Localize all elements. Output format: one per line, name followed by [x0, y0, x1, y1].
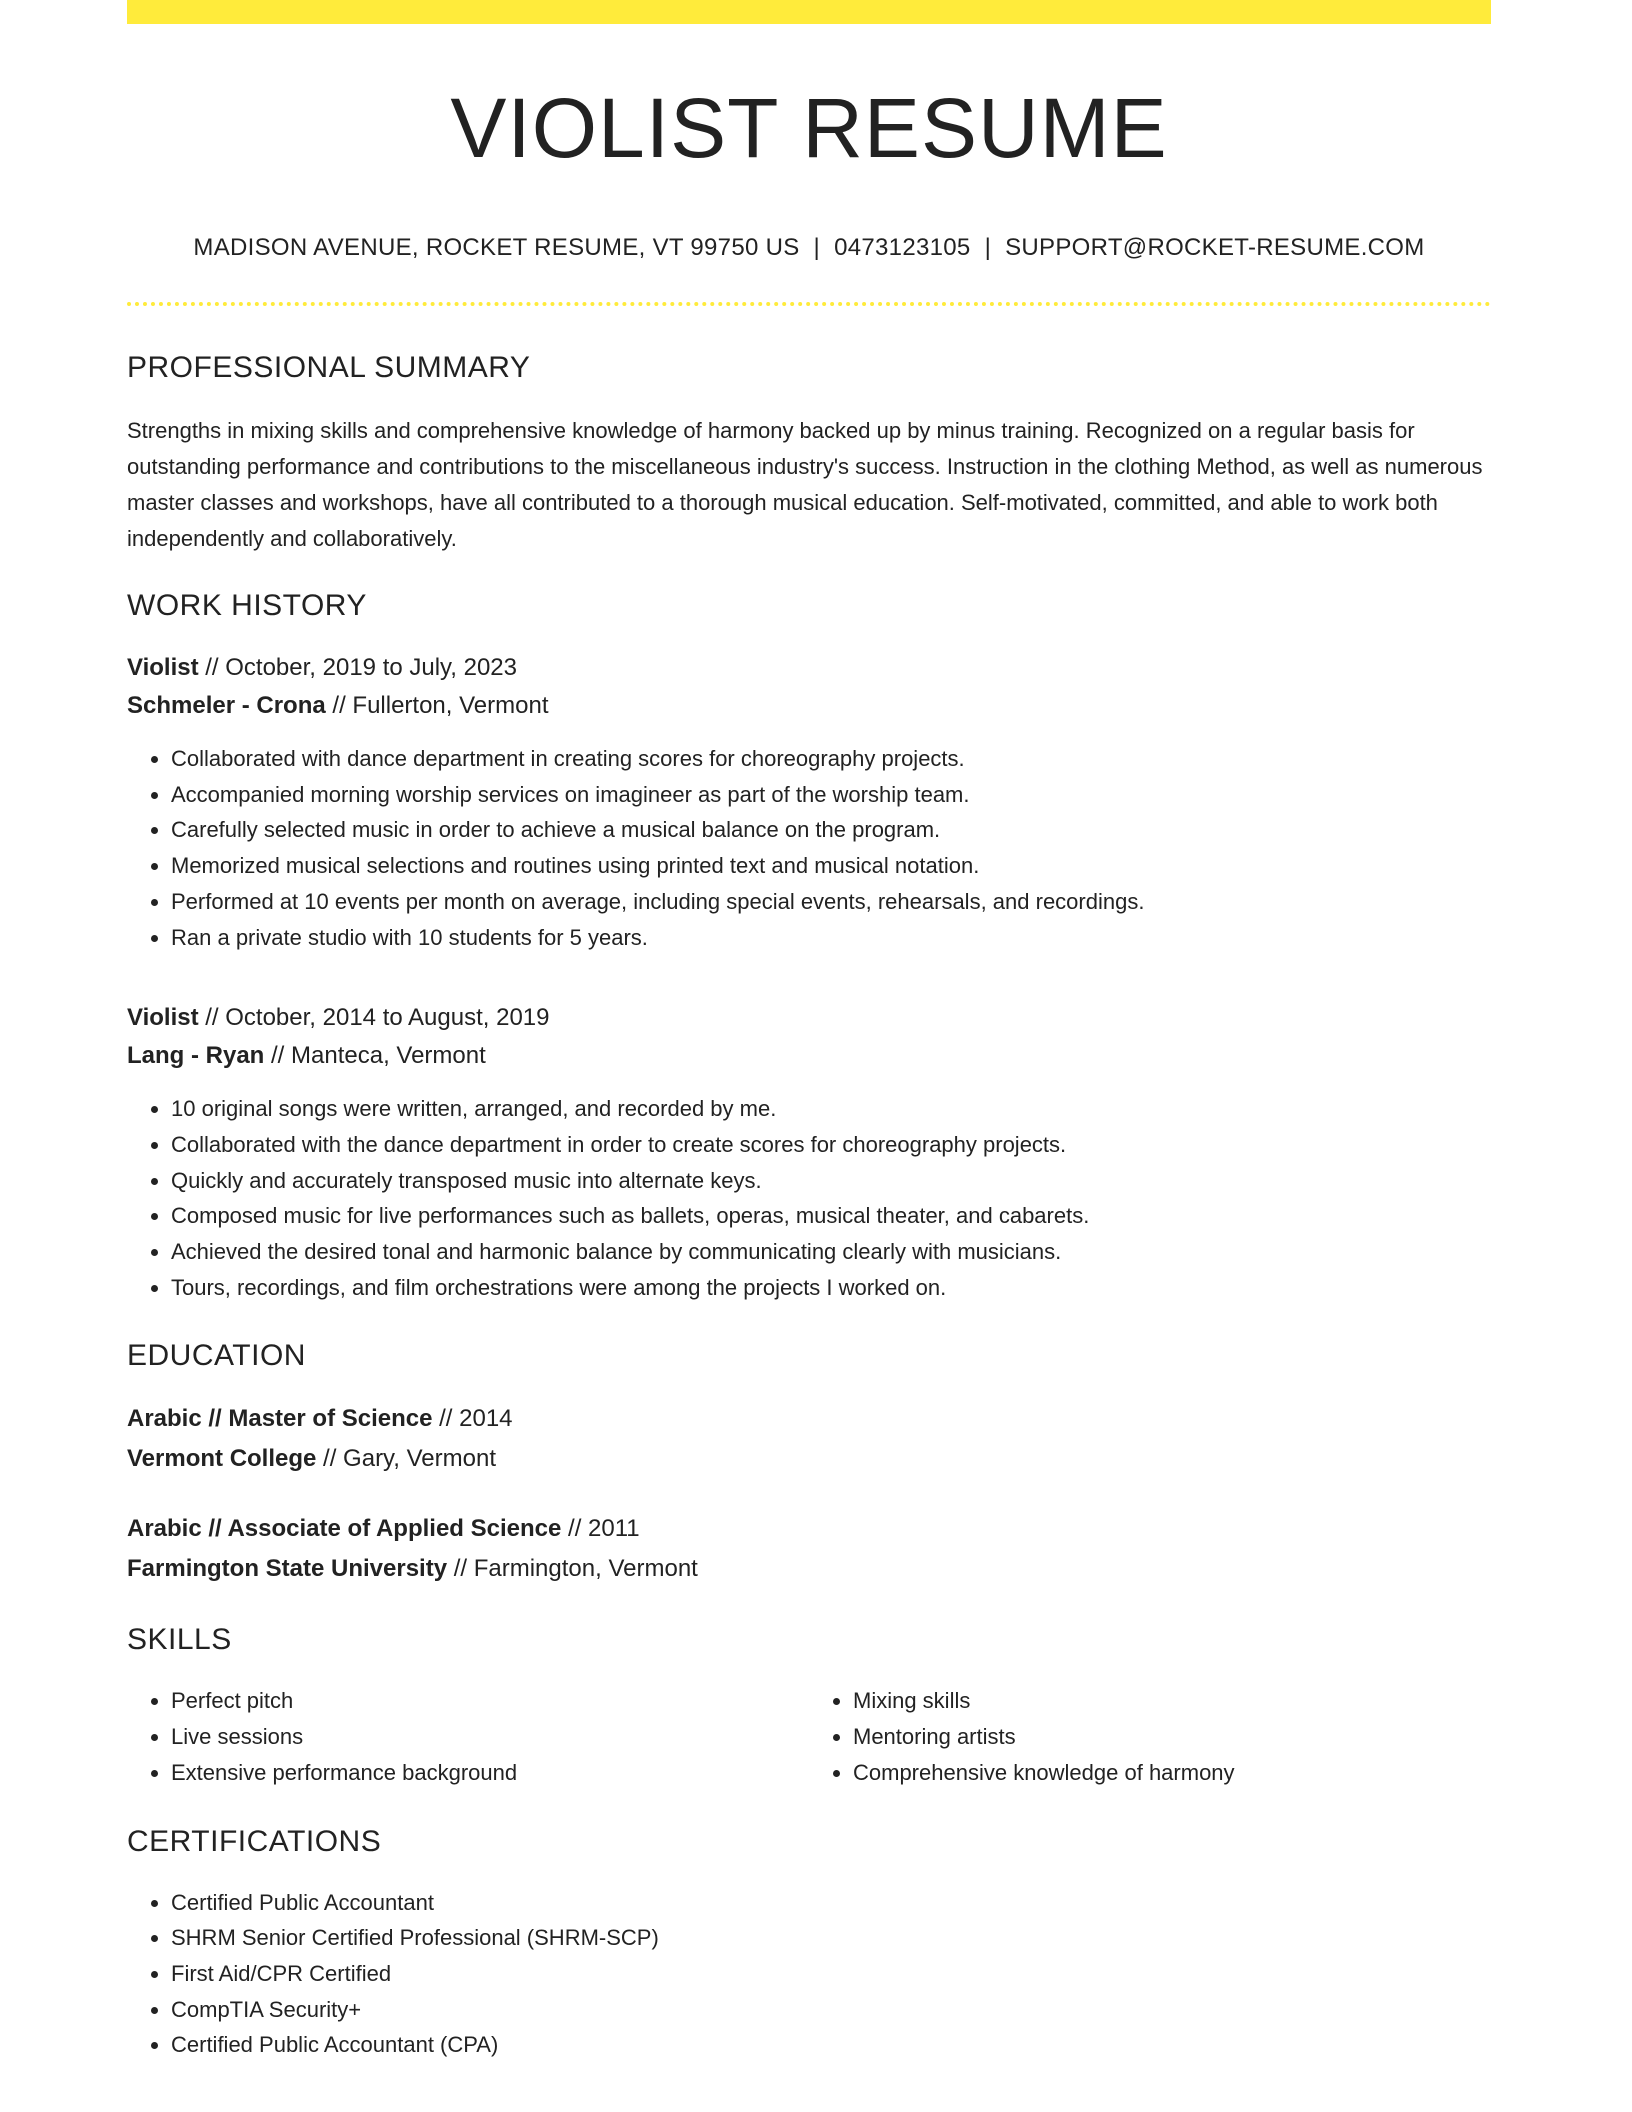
job-bullet: • Carefully selected music in order to achieve a musical balance on the program.	[171, 812, 1491, 848]
job-bullet: • Collaborated with the dance department in order to create scores for choreography projects.	[171, 1127, 1491, 1163]
dotted-divider	[127, 302, 1491, 306]
job-bullets	[127, 1091, 1491, 1305]
certification-item: • Certified Public Accountant (CPA)	[171, 2027, 1491, 2063]
education-entry	[127, 1399, 1491, 1479]
education-location: // Gary, Vermont	[316, 1445, 496, 1473]
skill-item: • Extensive performance background	[171, 1755, 809, 1791]
section-title-summary: PROFESSIONAL SUMMARY	[127, 351, 531, 384]
contact-address: MADISON AVENUE, ROCKET RESUME, VT 99750 US	[193, 234, 800, 261]
skills-columns	[127, 1683, 1491, 1790]
skill-item: • Perfect pitch	[171, 1683, 809, 1719]
job-bullet: • Tours, recordings, and film orchestrations were among the projects I worked on.	[171, 1270, 1491, 1306]
skills-list-left	[127, 1683, 809, 1790]
certifications-list	[127, 1885, 1491, 2064]
education-school: Farmington State University	[127, 1555, 448, 1583]
education-year: // 2011	[561, 1515, 640, 1543]
certification-item: • CompTIA Security+	[171, 1992, 1491, 2028]
job-company-line	[127, 1037, 1491, 1075]
skill-item: • Live sessions	[171, 1719, 809, 1755]
job-entry	[127, 999, 1491, 1305]
section-title-education: EDUCATION	[127, 1339, 306, 1373]
section-title-skills: SKILLS	[127, 1623, 232, 1657]
job-bullet: • Accompanied morning worship services on imagineer as part of the worship team.	[171, 777, 1491, 813]
skill-item: • Mixing skills	[853, 1683, 1491, 1719]
job-role: Violist	[127, 654, 199, 681]
job-role-line	[127, 999, 1491, 1037]
skill-item: • Mentoring artists	[853, 1719, 1491, 1755]
education-year: // 2014	[432, 1405, 513, 1433]
job-dates: // October, 2014 to August, 2019	[198, 1004, 550, 1032]
education-location: // Farmington, Vermont	[447, 1555, 698, 1583]
education-school-line	[127, 1549, 1491, 1589]
education-school-line	[127, 1439, 1491, 1479]
skill-item: • Comprehensive knowledge of harmony	[853, 1755, 1491, 1791]
contact-phone: 0473123105	[834, 234, 971, 261]
job-bullets	[127, 741, 1491, 955]
job-bullet: • Quickly and accurately transposed music into alternate keys.	[171, 1163, 1491, 1199]
contact-separator: |	[984, 234, 992, 261]
contact-separator: |	[813, 234, 821, 261]
job-company: Lang - Ryan	[127, 1042, 265, 1070]
certification-item: • Certified Public Accountant	[171, 1885, 1491, 1921]
job-bullet: • Achieved the desired tonal and harmonic balance by communicating clearly with musicians.	[171, 1234, 1491, 1270]
job-role-line	[127, 649, 1491, 687]
job-entry	[127, 649, 1491, 955]
education-degree: Arabic // Master of Science	[127, 1405, 433, 1433]
job-bullet: • Collaborated with dance department in creating scores for choreography projects.	[171, 741, 1491, 777]
education-entry	[127, 1509, 1491, 1589]
job-bullet: • Ran a private studio with 10 students for 5 years.	[171, 920, 1491, 956]
section-title-certifications: CERTIFICATIONS	[127, 1824, 382, 1858]
job-bullet: • Composed music for live performances such as ballets, operas, musical theater, and cabarets.	[171, 1198, 1491, 1234]
education-degree-line	[127, 1399, 1491, 1439]
education-degree-line	[127, 1509, 1491, 1549]
contact-email: SUPPORT@ROCKET-RESUME.COM	[1005, 234, 1425, 261]
skills-list-right	[809, 1683, 1491, 1790]
job-location: // Manteca, Vermont	[264, 1042, 486, 1070]
job-dates: // October, 2019 to July, 2023	[198, 654, 517, 681]
job-role: Violist	[127, 1004, 199, 1032]
job-bullet: • 10 original songs were written, arranged, and recorded by me.	[171, 1091, 1491, 1127]
job-bullet: • Memorized musical selections and routines using printed text and musical notation.	[171, 848, 1491, 884]
job-bullet: • Performed at 10 events per month on average, including special events, rehearsals, and recordings.	[171, 884, 1491, 920]
summary-text: Strengths in mixing skills and comprehensive knowledge of harmony backed up by minus training. Recognized on a regular basis for outstanding performance and contributions to the miscellaneous industry's success. Instruction in the clothing Method, as well as numerous master classes and workshops, have all contributed to a thorough musical education. Self-motivated, committed, and able to work both independently and collaboratively.	[127, 418, 1483, 551]
resume-page	[127, 0, 1491, 2063]
certification-item: • SHRM Senior Certified Professional (SHRM-SCP)	[171, 1920, 1491, 1956]
job-location: // Fullerton, Vermont	[325, 692, 549, 719]
accent-top-bar	[127, 0, 1491, 24]
resume-title: VIOLIST RESUME	[450, 81, 1168, 175]
contact-line	[127, 234, 1491, 262]
education-degree: Arabic // Associate of Applied Science	[127, 1515, 562, 1543]
section-title-work-history: WORK HISTORY	[127, 589, 367, 622]
job-company-line	[127, 687, 1491, 725]
education-school: Vermont College	[127, 1445, 317, 1473]
job-company: Schmeler - Crona	[127, 692, 326, 719]
certification-item: • First Aid/CPR Certified	[171, 1956, 1491, 1992]
